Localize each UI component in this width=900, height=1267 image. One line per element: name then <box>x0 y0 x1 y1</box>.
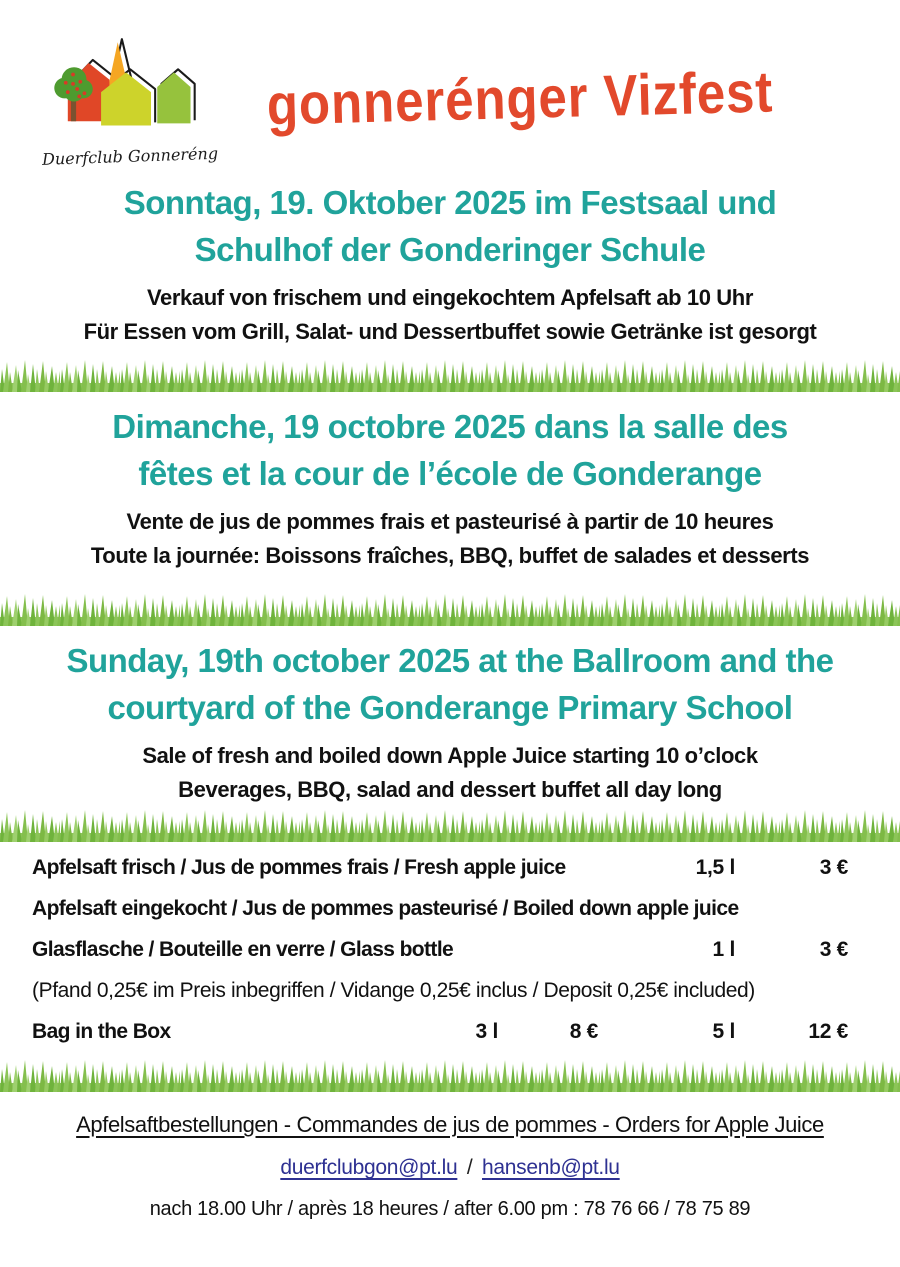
quantity-value: 5 l <box>712 1019 735 1043</box>
section-heading-en <box>20 638 880 732</box>
green-house-shape <box>157 72 190 123</box>
grass-divider <box>0 356 900 392</box>
section-subline: Vente de jus de pommes frais et pasteurisé à partir de 10 heures <box>126 508 774 534</box>
grass-divider <box>0 806 900 842</box>
email-link-hansenb[interactable]: hansenb@pt.lu <box>482 1156 620 1179</box>
quantity-value: 1 l <box>712 937 735 961</box>
phone-line: nach 18.00 Uhr / après 18 heures / after 6.00 pm : 78 76 66 / 78 75 89 <box>149 1198 751 1220</box>
village-houses-tree-icon <box>45 36 205 140</box>
section-subline: Sale of fresh and boiled down Apple Juice starting 10 o’clock <box>142 742 758 768</box>
item-label: Apfelsaft frisch / Jus de pommes frais / Fresh apple juice <box>32 855 566 879</box>
event-title: gonnerénger Vizfest <box>266 58 774 138</box>
item-label: Apfelsaft eingekocht / Jus de pommes pasteurisé / Boiled down apple juice <box>32 896 739 920</box>
quantity-value: 1,5 l <box>695 855 735 879</box>
orders-heading: Apfelsaftbestellungen - Commandes de jus de pommes - Orders for Apple Juice <box>76 1112 824 1137</box>
heading-line: fêtes et la cour de l’école de Gonderange <box>138 454 762 492</box>
price-row-deposit-note <box>32 970 848 1011</box>
heading-line: courtyard of the Gonderange Primary School <box>107 688 793 726</box>
section-french <box>20 404 880 572</box>
email-separator: / <box>466 1156 473 1179</box>
price-row-fresh-juice <box>32 847 848 888</box>
section-subline: Beverages, BBQ, salad and dessert buffet all day long <box>178 776 722 802</box>
section-subline: Toute la journée: Boissons fraîches, BBQ, buffet de salades et desserts <box>90 542 810 568</box>
price-value: 8 € <box>569 1019 598 1043</box>
price-value: 3 € <box>819 937 848 961</box>
deposit-note: (Pfand 0,25€ im Preis inbegriffen / Vidange 0,25€ inclus / Deposit 0,25€ included) <box>32 978 755 1002</box>
heading-line: Sonntag, 19. Oktober 2025 im Festsaal und <box>123 184 777 221</box>
section-subline: Verkauf von frischem und eingekochtem Apfelsaft ab 10 Uhr <box>147 284 753 310</box>
heading-line: Sunday, 19th october 2025 at the Ballroom and the <box>66 642 834 679</box>
grass-divider <box>0 590 900 626</box>
price-row-bag-in-box <box>32 1011 848 1052</box>
item-label: Glasflasche / Bouteille en verre / Glass bottle <box>32 937 454 961</box>
footer <box>0 1112 900 1221</box>
club-name: Duerfclub Gonneréng <box>41 143 219 169</box>
heading-line: Dimanche, 19 octobre 2025 dans la salle des <box>112 408 788 445</box>
section-heading-fr <box>20 404 880 498</box>
club-logo <box>41 36 219 169</box>
email-link-duerfclubgon[interactable]: duerfclubgon@pt.lu <box>280 1156 458 1179</box>
section-subline: Für Essen vom Grill, Salat- und Dessertbuffet sowie Getränke ist gesorgt <box>83 318 817 344</box>
section-german <box>20 180 880 348</box>
price-table <box>32 847 848 1052</box>
quantity-value: 3 l <box>475 1019 498 1043</box>
section-heading-de <box>20 180 880 274</box>
section-english <box>20 638 880 806</box>
price-row-glass-bottle <box>32 929 848 970</box>
price-value: 12 € <box>808 1019 848 1043</box>
email-line <box>0 1156 900 1180</box>
price-row-boiled-juice <box>32 888 848 929</box>
grass-divider <box>0 1056 900 1092</box>
item-label: Bag in the Box <box>32 1019 171 1043</box>
price-value: 3 € <box>819 855 848 879</box>
heading-line: Schulhof der Gonderinger Schule <box>194 230 706 268</box>
